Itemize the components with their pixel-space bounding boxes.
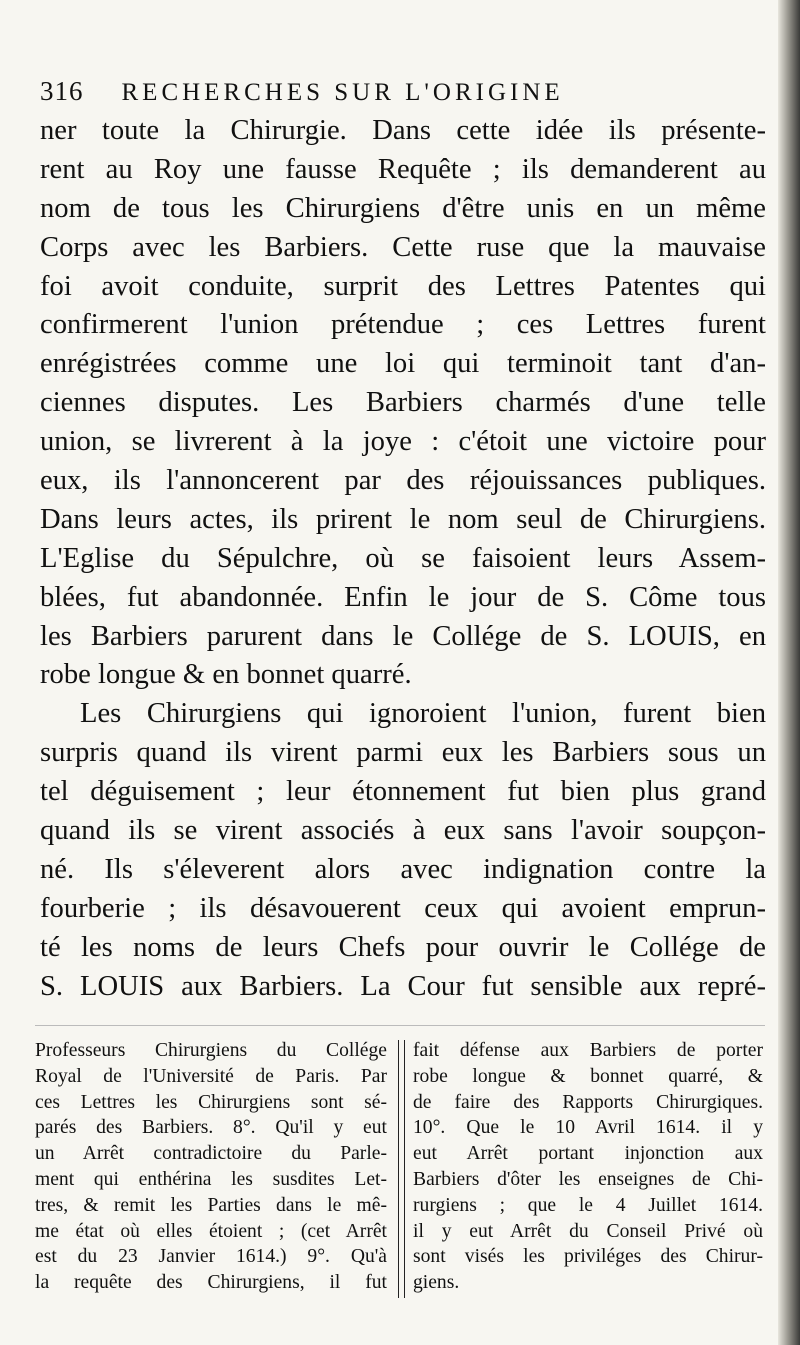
text-line: Corps avec les Barbiers. Cette ruse que la mauvaise: [40, 231, 766, 263]
footnote-line: Professeurs Chirurgiens du Collége: [35, 1040, 387, 1061]
text-line: tel déguisement ; leur étonnement fut bien plus grand: [40, 776, 766, 808]
text-line: les Barbiers parurent dans le Collége de S. LOUIS, en: [40, 620, 766, 652]
footnote-line: de faire des Rapports Chirurgiques.: [413, 1091, 763, 1113]
text-line: té les noms de leurs Chefs pour ouvrir le Collége de: [40, 931, 766, 963]
footnote-line: parés des Barbiers. 8°. Qu'il y eut: [35, 1117, 387, 1139]
main-text: [40, 112, 766, 1006]
text-line: L'Eglise du Sépulchre, où se faisoient leurs Assem-: [40, 542, 766, 574]
footnote-line: fait défense aux Barbiers de porter: [413, 1040, 763, 1061]
text-line: né. Ils s'éleverent alors avec indignation contre la: [40, 853, 766, 885]
text-line: ciennes disputes. Les Barbiers charmés d'une telle: [40, 387, 766, 419]
footnote-separator: [35, 1025, 765, 1026]
text-line: nom de tous les Chirurgiens d'être unis en un même: [40, 192, 766, 224]
text-line: rent au Roy une fausse Requête ; ils demanderent au: [40, 153, 766, 185]
text-line: robe longue & en bonnet quarré.: [40, 659, 412, 691]
running-header: [40, 76, 760, 107]
text-line: blées, fut abandonnée. Enfin le jour de S. Côme tous: [40, 581, 766, 613]
text-line: Dans leurs actes, ils prirent le nom seul de Chirurgiens.: [40, 503, 766, 535]
footnotes: [35, 1038, 765, 1300]
text-line: enrégistrées comme une loi qui terminoit tant d'an-: [40, 348, 766, 380]
text-line: confirmerent l'union prétendue ; ces Lettres furent: [40, 309, 766, 341]
footnote-line: Royal de l'Université de Paris. Par: [35, 1065, 387, 1087]
column-divider: [398, 1040, 405, 1298]
text-line: S. LOUIS aux Barbiers. La Cour fut sensible aux repré-: [40, 970, 766, 1002]
footnote-line: giens.: [413, 1272, 460, 1294]
footnote-line: est du 23 Janvier 1614.) 9°. Qu'à: [35, 1246, 387, 1268]
footnote-line: ment qui enthérina les susdites Let-: [35, 1168, 387, 1190]
running-title: RECHERCHES SUR L'ORIGINE: [121, 79, 564, 106]
footnote-line: me état où elles étoient ; (cet Arrêt: [35, 1220, 387, 1242]
text-line: union, se livrerent à la joye : c'étoit une victoire pour: [40, 426, 766, 458]
page-edge-shadow: [778, 0, 800, 1345]
footnote-column-right: [413, 1038, 763, 1296]
text-line: Les Chirurgiens qui ignoroient l'union, furent bien: [80, 698, 766, 730]
page-number: 316: [40, 76, 84, 106]
text-line: quand ils se virent associés à eux sans l'avoir soupçon-: [40, 815, 766, 847]
text-line: fourberie ; ils désavouerent ceux qui avoient emprun-: [40, 892, 766, 924]
footnote-line: sont visés les priviléges des Chirur-: [413, 1246, 763, 1268]
footnote-line: un Arrêt contradictoire du Parle-: [35, 1143, 387, 1165]
footnote-line: ces Lettres les Chirurgiens sont sé-: [35, 1091, 387, 1113]
footnote-line: il y eut Arrêt du Conseil Privé où: [413, 1220, 763, 1242]
footnote-line: 10°. Que le 10 Avril 1614. il y: [413, 1117, 763, 1139]
footnote-line: rurgiens ; que le 4 Juillet 1614.: [413, 1194, 763, 1216]
text-line: surpris quand ils virent parmi eux les Barbiers sous un: [40, 737, 766, 769]
footnote-line: robe longue & bonnet quarré, &: [413, 1065, 763, 1087]
footnote-line: la requête des Chirurgiens, il fut: [35, 1272, 387, 1294]
text-line: ner toute la Chirurgie. Dans cette idée ils présente-: [40, 115, 766, 146]
footnote-line: Barbiers d'ôter les enseignes de Chi-: [413, 1168, 763, 1190]
footnote-line: eut Arrêt portant injonction aux: [413, 1143, 763, 1165]
footnote-column-left: [35, 1038, 387, 1296]
footnote-line: tres, & remit les Parties dans le mê-: [35, 1194, 387, 1216]
text-line: eux, ils l'annoncerent par des réjouissances publiques.: [40, 465, 766, 497]
text-line: foi avoit conduite, surprit des Lettres Patentes qui: [40, 270, 766, 302]
